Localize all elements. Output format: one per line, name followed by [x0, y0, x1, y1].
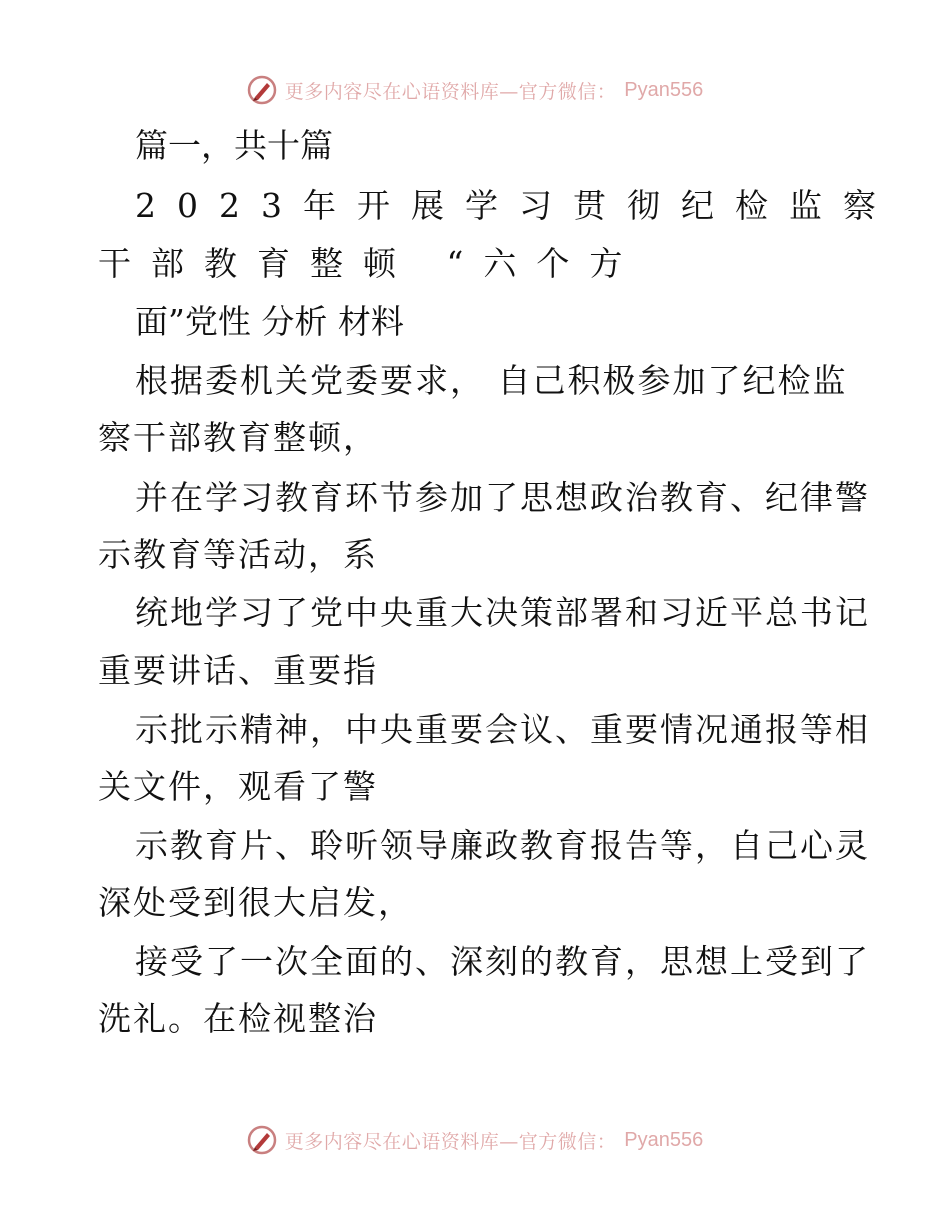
heading-line-3: 干部教育整顿 “六个方 [98, 244, 643, 283]
heading-line-2: 2023年开展学习贯彻纪检监察 [135, 186, 897, 225]
watermark-text: 更多内容尽在心语资料库—官方微信： [284, 80, 617, 103]
watermark-wechat-id: Pyan556 [624, 78, 704, 101]
body-line: 根据委机关党委要求， 自己积极参加了纪检监 [135, 361, 848, 400]
body-line: 示批示精神，中央重要会议、重要情况通报等相 [135, 710, 870, 749]
pen-logo-icon [247, 75, 277, 105]
heading-line-1: 篇一，共十篇 [135, 126, 333, 165]
pen-logo-icon [247, 1125, 277, 1155]
watermark-wechat-id: Pyan556 [624, 1128, 704, 1151]
body-line: 洗礼。在检视整治 [98, 999, 378, 1038]
body-line: 接受了一次全面的、深刻的教育，思想上受到了 [135, 942, 870, 981]
body-line: 深处受到很大启发， [98, 883, 413, 922]
body-line: 并在学习教育环节参加了思想政治教育、纪律警 [135, 478, 870, 517]
body-line: 示教育等活动，系 [98, 535, 378, 574]
body-line: 察干部教育整顿， [98, 418, 378, 457]
body-line: 统地学习了党中央重大决策部署和习近平总书记 [135, 593, 870, 632]
body-line: 重要讲话、重要指 [98, 651, 378, 690]
watermark-text: 更多内容尽在心语资料库—官方微信： [284, 1130, 617, 1153]
footer-watermark [0, 1120, 950, 1160]
body-line: 示教育片、聆听领导廉政教育报告等，自己心灵 [135, 826, 870, 865]
body-line: 关文件，观看了警 [98, 767, 378, 806]
heading-line-4: 面”党性 分析 材料 [135, 302, 404, 341]
header-watermark [0, 70, 950, 110]
